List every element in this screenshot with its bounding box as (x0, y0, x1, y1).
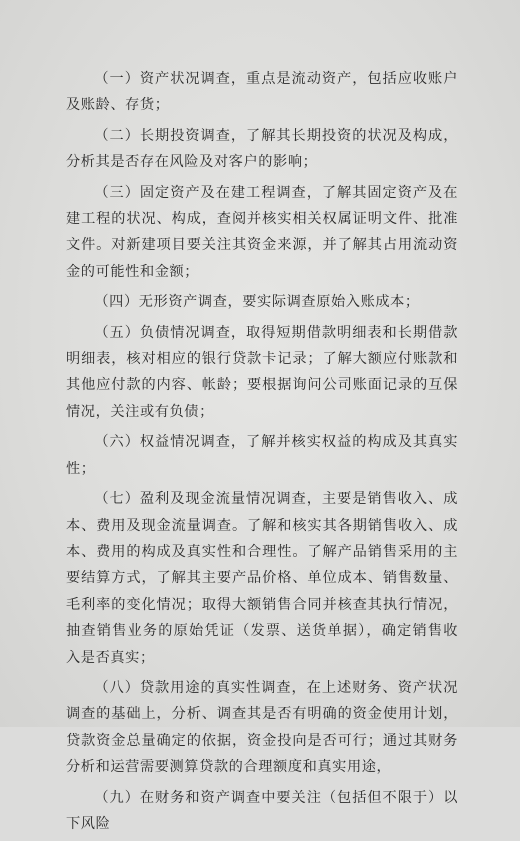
paragraph-liabilities: （五）负债情况调查，取得短期借款明细表和长期借款明细表，核对相应的银行贷款卡记录；了解大额应付账款和其他应付款的内容、帐龄；要根据询问公司账面记录的互保情况，关注或有负债； (66, 324, 458, 420)
paragraph-equity: （六）权益情况调查，了解并核实权益的构成及其真实性； (66, 434, 458, 477)
paragraph-risk-attention: （九）在财务和资产调查中要关注（包括但不限于）以下风险 (66, 789, 458, 832)
paragraph-fixed-assets: （三）固定资产及在建工程调查，了解其固定资产及在建工程的状况、构成，查阅并核实相关权属证明文件、批准文件。对新建项目要关注其资金来源，并了解其占用流动资金的可能性和金额； (66, 184, 458, 280)
paragraph-intangible-assets: （四）无形资产调查，要实际调查原始入账成本； (94, 294, 420, 311)
document-body (66, 66, 458, 841)
paragraph-long-term-investment: （二）长期投资调查，了解其长期投资的状况及构成，分析其是否存在风险及对客户的影响； (66, 127, 458, 171)
paragraph-asset-status: （一）资产状况调查，重点是流动资产，包括应收账户及账龄、存货； (66, 71, 458, 114)
paragraph-loan-purpose: （八）贷款用途的真实性调查，在上述财务、资产状况调查的基础上，分析、调查其是否有明确的资金使用计划，贷款资金总量确定的依据，资金投向是否可行；通过其财务分析和运营需要测算贷款的合理额度和真实用途， (66, 679, 458, 776)
paragraph-profit-cashflow: （七）盈利及现金流量情况调查，主要是销售收入、成本、费用及现金流量调查。了解和核实其各期销售收入、成本、费用的构成及真实性和合理性。了解产品销售采用的主要结算方式，了解其主要产品价格、单位成本、销售数量、毛利率的变化情况；取得大额销售合同并核查其执行情况，抽查销售业务的原始凭证（发票、送货单据），确定销售收入是否真实； (66, 491, 458, 666)
